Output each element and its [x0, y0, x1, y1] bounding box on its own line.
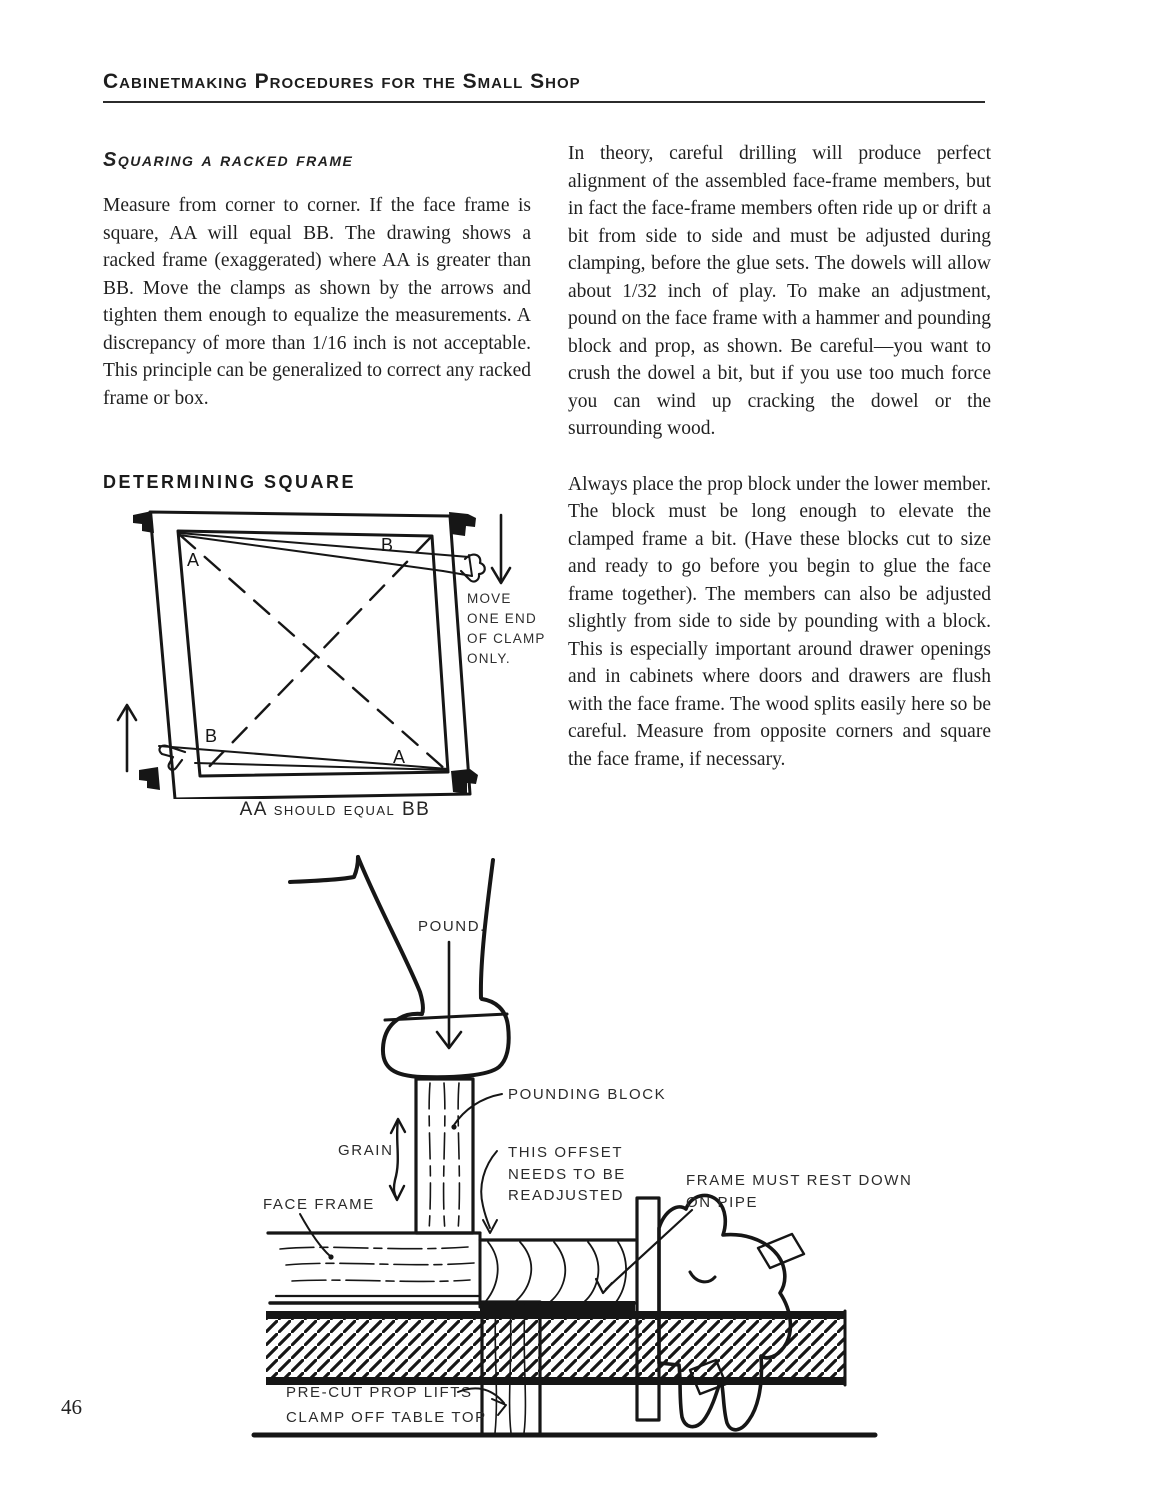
right-paragraph-1: In theory, careful drilling will produce perfect alignment of the assembled face-frame members, but in fact the face-frame members often ride up or drift a bit from side to side and must be adjusted during clamping, before the glue sets. The dowels will allow about 1/32 inch of play. To make an adjustment, pound on the face frame with a hammer and pounding block and prop, as shown. Be careful—you want to crush the dowel a bit, but if you use too much force you can wind up cracking the dowel or the surrounding wood. — [568, 143, 991, 439]
clamp-jaw-bottom-right — [451, 769, 478, 794]
pounding-block-label: POUNDING BLOCK — [508, 1086, 667, 1103]
move-note-line2: ONE END — [467, 611, 537, 626]
offset-leader-arrow — [481, 1151, 497, 1233]
clamp-screw-top — [758, 1234, 804, 1268]
block-grain-lines — [429, 1083, 459, 1231]
section-heading: Squaring a racked frame — [103, 149, 354, 171]
pounding-block — [416, 1079, 473, 1233]
face-frame-board — [268, 1233, 480, 1307]
diagonal-dashed-lines — [180, 535, 446, 774]
page-number: 46 — [61, 1395, 82, 1419]
mallet — [290, 857, 509, 1077]
clamp-pipe — [266, 1311, 845, 1385]
left-paragraph: Measure from corner to corner. If the face frame is square, AA will equal BB. The drawing shows a racked frame (exaggerated) where AA is greater than BB. Move the clamps as shown by the arrows and tighten them enough to equalize the measurements. A discrepancy of more than 1/16 inch is not acceptable. This principle can be generalized to correct any racked frame or box. — [103, 195, 531, 409]
corner-label-a-top: A — [187, 550, 200, 570]
up-arrow — [118, 705, 136, 771]
move-note-line3: OF CLAMP — [467, 631, 546, 646]
clamp-jaw-bottom-left — [139, 767, 160, 790]
prop-note — [286, 1384, 487, 1426]
clamp-jaw-top-right — [449, 512, 476, 536]
face-frame-grain-lines — [280, 1247, 474, 1281]
offset-note-line2: NEEDS TO BE — [508, 1166, 626, 1183]
clamp-hook — [461, 555, 485, 582]
header-rule — [103, 101, 985, 103]
clamp-jaw-top-left — [133, 511, 154, 533]
move-note-line1: MOVE — [467, 591, 512, 606]
determining-square-title: DETERMINING SQUARE — [103, 472, 357, 492]
clamp-jaw-bar — [637, 1198, 659, 1420]
move-note-line4: ONLY. — [467, 651, 511, 666]
right-paragraph-2: Always place the prop block under the lower member. The block must be long enough to elevate the clamped frame a bit. (Have these blocks cut to size and ready to go before you begin to glue the face frame together). The members can also be adjusted slightly from side to side by pounding with a block. This is especially important around drawer openings and in cabinets where doors and drawers are flush with the face frame. The wood splits easily here so be careful. Measure from opposite corners and square the face frame, if necessary. — [568, 473, 991, 770]
clamp-handle-curve — [690, 1272, 715, 1282]
pipe-note — [686, 1172, 912, 1211]
corner-label-b-top: B — [381, 535, 394, 555]
right-column — [568, 113, 991, 821]
page-content — [103, 70, 991, 821]
rail-grain-lines — [486, 1242, 626, 1302]
corner-label-a-bottom: A — [393, 747, 406, 767]
two-column-layout — [103, 113, 991, 821]
offset-note — [508, 1144, 626, 1204]
running-header: Cabinetmaking Procedures for the Small Shop — [103, 70, 581, 93]
offset-note-line3: READJUSTED — [508, 1187, 625, 1204]
face-frame-leader — [300, 1214, 334, 1260]
face-frame-label: FACE FRAME — [263, 1196, 375, 1213]
pipe-note-leader-arrow — [596, 1210, 692, 1293]
pounding-diagram — [226, 852, 946, 1452]
move-note — [467, 591, 546, 666]
pound-label: POUND. — [418, 918, 486, 935]
pipe-note-line2: ON PIPE — [686, 1194, 759, 1211]
diagram-caption: AA should equal BB — [239, 799, 431, 820]
offset-note-line1: THIS OFFSET — [508, 1144, 624, 1161]
grain-direction-arrow — [390, 1119, 405, 1200]
lower-rail — [480, 1240, 635, 1315]
prop-note-line1: PRE-CUT PROP LIFTS — [286, 1384, 473, 1401]
left-column — [103, 113, 546, 821]
pipe-note-line1: FRAME MUST REST DOWN — [686, 1172, 913, 1189]
corner-label-b-bottom: B — [205, 726, 218, 746]
down-arrow — [492, 515, 510, 583]
grain-label: GRAIN — [338, 1142, 394, 1159]
racked-frame-diagram — [95, 499, 575, 799]
prop-note-line2: CLAMP OFF TABLE TOP — [286, 1409, 487, 1426]
